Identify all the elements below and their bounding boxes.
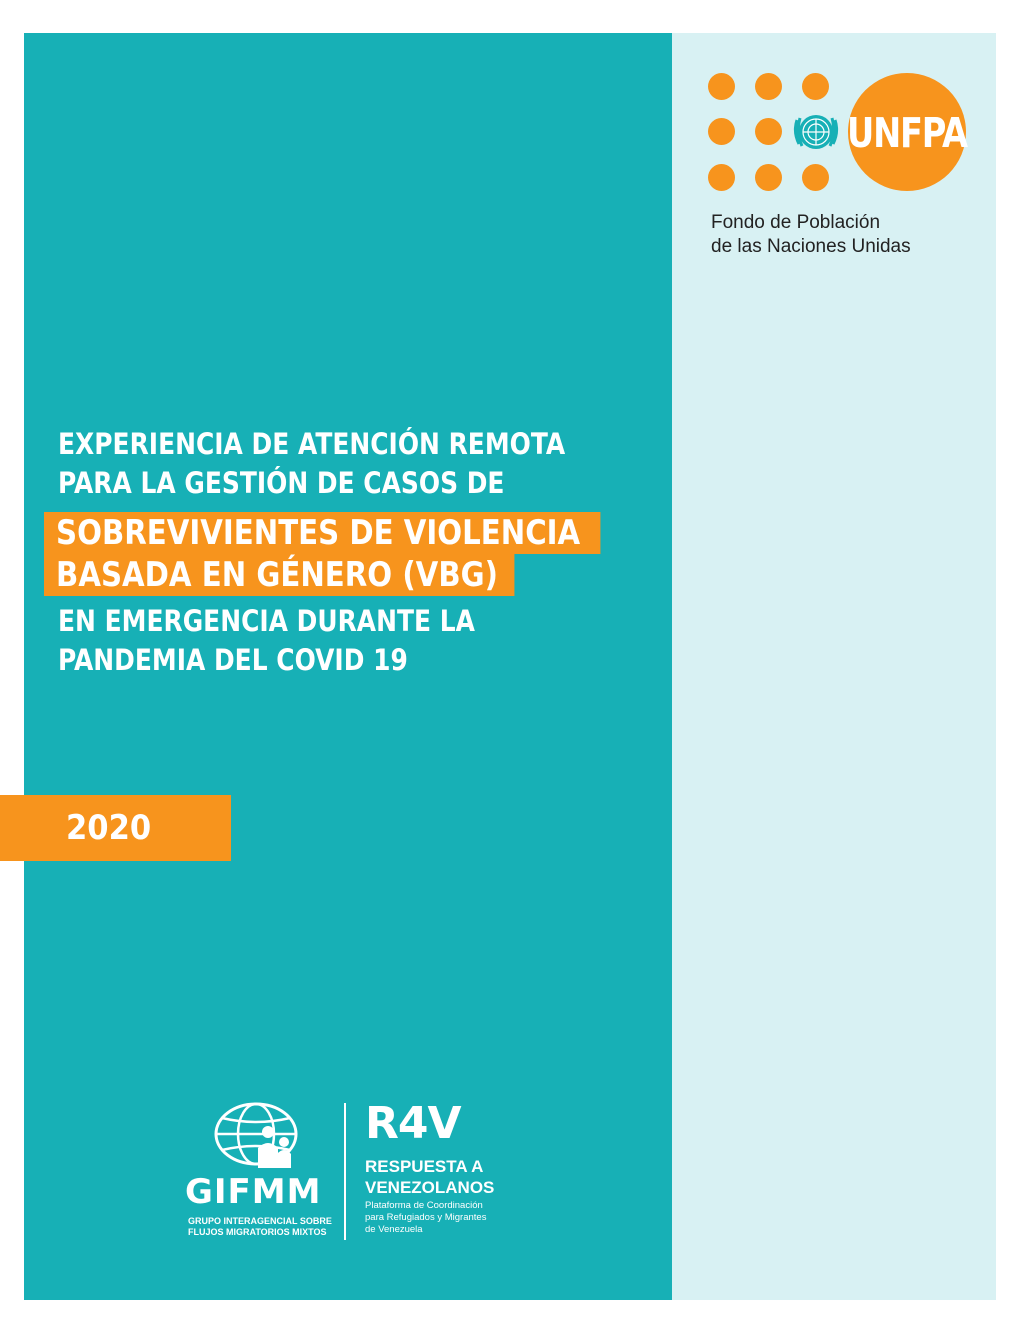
title-line: PARA LA GESTIÓN DE CASOS DE — [58, 466, 505, 500]
un-emblem-icon — [791, 110, 841, 154]
r4v-title — [365, 1156, 494, 1198]
gifmm-subtitle — [188, 1216, 332, 1238]
logo-dot — [708, 118, 735, 145]
unfpa-subtitle-line: Fondo de Población — [711, 212, 881, 233]
logo-dot — [802, 164, 829, 191]
gifmm-logo-text: GIFMM — [185, 1172, 322, 1212]
r4v-subtitle — [365, 1200, 486, 1236]
gifmm-subtitle-line: FLUJOS MIGRATORIOS MIXTOS — [188, 1227, 327, 1237]
unfpa-subtitle-line: de las Naciones Unidas — [711, 236, 911, 257]
logo-dot — [708, 164, 735, 191]
logo-dot — [755, 118, 782, 145]
logo-dot — [802, 73, 829, 100]
year-label: 2020 — [66, 808, 152, 848]
r4v-subtitle-line: para Refugiados y Migrantes — [365, 1212, 487, 1223]
title-highlight-line: BASADA EN GÉNERO (VBG) — [44, 554, 514, 596]
logo-dot — [755, 73, 782, 100]
unfpa-subtitle — [711, 211, 911, 259]
unfpa-logo-text: UNFPA — [847, 109, 967, 157]
title-line: EN EMERGENCIA DURANTE LA — [58, 604, 475, 638]
document-title — [58, 425, 658, 680]
logo-divider — [344, 1103, 346, 1240]
title-highlight — [44, 512, 658, 596]
r4v-logo-mark: R4V — [365, 1098, 461, 1149]
title-highlight-line: SOBREVIVIENTES DE VIOLENCIA — [44, 512, 600, 554]
title-line: EXPERIENCIA DE ATENCIÓN REMOTA — [58, 427, 566, 461]
gifmm-logo — [185, 1098, 332, 1248]
logo-dot — [708, 73, 735, 100]
r4v-title-line: VENEZOLANOS — [365, 1178, 495, 1197]
r4v-logo — [365, 1100, 505, 1245]
globe-people-icon — [212, 1098, 300, 1170]
r4v-subtitle-line: Plataforma de Coordinación — [365, 1200, 483, 1211]
unfpa-logo — [700, 65, 970, 195]
gifmm-subtitle-line: GRUPO INTERAGENCIAL SOBRE — [188, 1216, 332, 1226]
r4v-subtitle-line: de Venezuela — [365, 1224, 423, 1235]
logo-dot — [755, 164, 782, 191]
r4v-title-line: RESPUESTA A — [365, 1157, 484, 1176]
title-line: PANDEMIA DEL COVID 19 — [58, 643, 408, 677]
